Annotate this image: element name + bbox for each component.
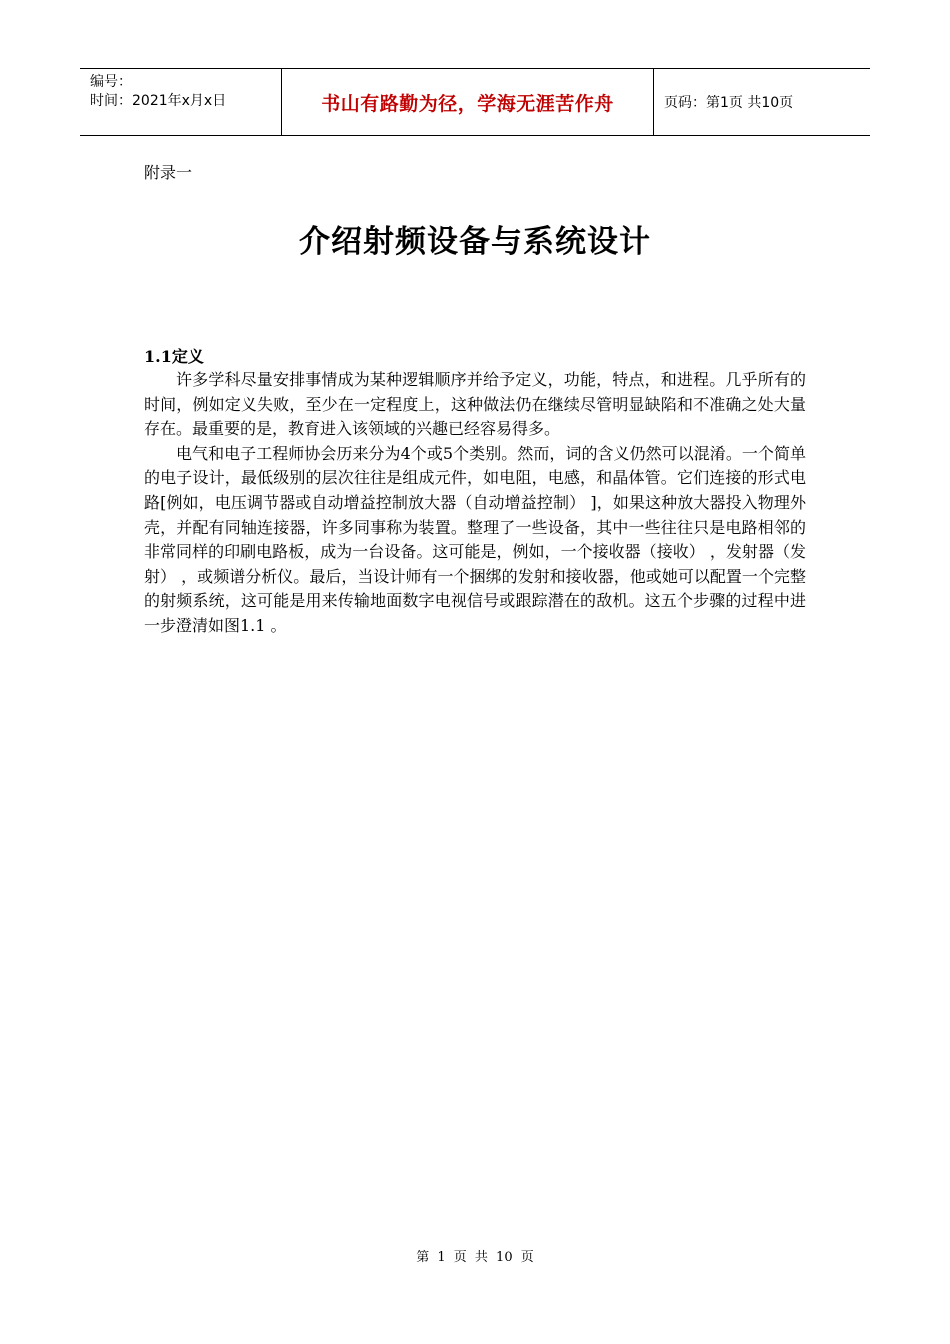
- paragraph: 电气和电子工程师协会历来分为4个或5个类别。然而，词的含义仍然可以混淆。一个简单的电子设计，最低级别的层次往往是组成元件，如电阻，电感，和晶体管。它们连接的形式电路[例如，电压调节器或自动增益控制放大器（自动增益控制） ]，如果这种放大器投入物理外壳，并配有同轴连接器，许多同事称为装置。整理了一些设备，其中一些往往只是电路相邻的非常同样的印刷电路板，成为一台设备。这可能是，例如，一个接收器（接收） ，发射器（发射） ，或频谱分析仪。最后，当设计师有一个捆绑的发射和接收器，他或她可以配置一个完整的射频系统，这可能是用来传输地面数字电视信号或跟踪潜在的敌机。这五个步骤的过程中进一步澄清如图1.1 。: [144, 443, 806, 635]
- document-title: 介绍射频设备与系统设计: [299, 224, 651, 260]
- document-number-label: 编号：: [90, 74, 132, 90]
- paragraph: 许多学科尽量安排事情成为某种逻辑顺序并给予定义，功能，特点，和进程。几乎所有的时间，例如定义失败，至少在一定程度上，这种做法仍在继续尽管明显缺陷和不准确之处大量存在。最重要的是，教育进入该领域的兴趣已经容易得多。: [144, 370, 806, 439]
- header-motto: 书山有路勤为径，学海无涯苦作舟: [282, 69, 654, 135]
- header-meta-cell: [80, 69, 282, 135]
- document-time-label: 时间：2021年x月x日: [90, 93, 227, 109]
- body-text: [144, 368, 806, 639]
- section-heading: 1.1定义: [144, 347, 204, 366]
- page-header: [80, 68, 870, 136]
- page-footer: 第 1 页 共 10 页: [416, 1250, 534, 1265]
- appendix-label: 附录一: [144, 163, 193, 182]
- header-page-info: 页码：第1页 共10页: [664, 95, 794, 111]
